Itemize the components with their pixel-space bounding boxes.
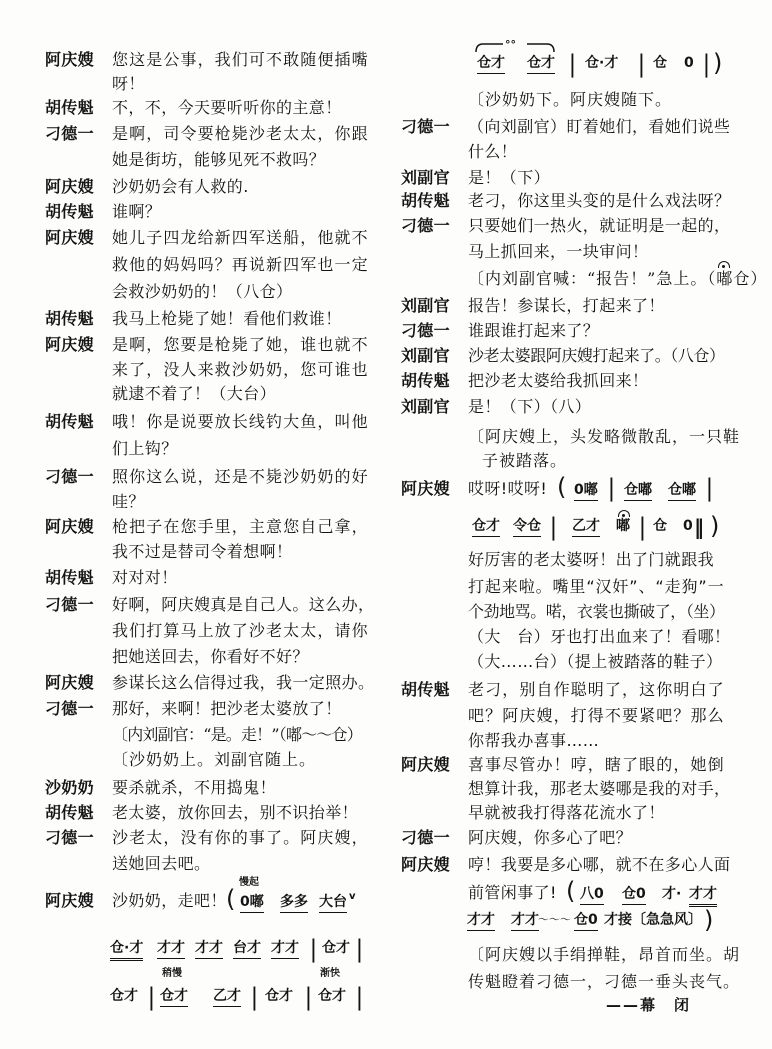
percussion-dot: · [676,886,682,902]
stage-direction [0,425,772,449]
dialogue-text: 马上抓回来，一块审问！ [468,242,649,261]
dialogue-line [0,729,772,753]
stage-direction [0,88,772,112]
speaker-name: 阿庆嫂 [401,855,450,874]
dialogue-text: 老太婆，放你回去，别不识抬举！ [112,803,359,822]
stage-direction-text: 传魁瞪着刁德一，刁德一垂头丧气。 [468,972,741,991]
speaker-name: 阿庆嫂 [45,517,94,536]
dialogue-line [0,853,772,877]
dot-mark: °° [505,38,516,51]
speaker-name: 胡传魁 [45,568,94,587]
speaker-name: 刘副官 [401,296,450,315]
dialogue-line [0,319,772,343]
speaker-name: 刁德一 [45,699,94,718]
bar-line: | [356,983,363,1011]
dialogue-text: 阿庆嫂，你多心了吧？ [468,828,633,847]
dialogue-line [0,678,772,702]
speaker-name: 阿庆嫂 [45,673,94,692]
dialogue-line [0,369,772,393]
double-bar-line: ‖ [694,515,704,539]
percussion-beat: 八0 [580,884,604,905]
dialogue-text: 对对对！ [112,568,178,587]
dialogue-text: 呀！ [112,74,145,93]
dialogue-line [0,575,772,599]
dialogue-text: 们上钩？ [112,439,178,458]
percussion-beat: 才才 [467,910,495,931]
bar-line: | [251,983,258,1011]
bar-line: | [569,50,576,78]
percussion-beat: 仓嘟 [624,480,652,501]
speaker-name: 胡传魁 [401,191,450,210]
stage-direction [0,449,772,473]
percussion-beat: 才才 [157,938,185,959]
dialogue-text: 把沙老太婆给我抓回来！ [468,371,649,390]
percussion-beat: 仓才 [318,988,346,1004]
fermata-beat: 嘟 [716,267,733,291]
percussion-row [0,512,772,541]
speaker-name: 胡传魁 [45,412,94,431]
dialogue-line [0,704,772,728]
speaker-name: 阿庆嫂 [45,50,94,69]
percussion-close-paren: ) [710,512,720,540]
dialogue-text: 老刁，别自作聪明了，这你明白了 [468,680,724,699]
dialogue-line [0,826,772,850]
bar-line: | [608,474,615,502]
dialogue-text: 沙奶奶，走吧！ [112,891,227,910]
speaker-name: 刁德一 [45,595,94,614]
stage-direction [0,970,772,994]
dialogue-text: 来了，没人来救沙奶奶，您可谁也 [112,360,368,379]
speaker-name: 刘副官 [401,346,450,365]
tempo-mark: 稍慢 [162,968,182,979]
speaker-name: 胡传魁 [45,803,94,822]
tempo-mark: 渐快 [320,968,340,979]
speaker-name: 刁德一 [45,467,94,486]
dialogue-text: 救他的妈妈吗？再说新四军也一定 [112,255,368,274]
dialogue-text: 谁跟谁打起来了？ [468,321,600,340]
dialogue-line [0,115,772,139]
stage-direction-text: 〔沙奶奶下。阿庆嫂随下。 [468,90,673,109]
percussion-beat: 仓才 [477,53,505,74]
dialogue-text: 那好，来啊！把沙老太婆放了！ [112,699,342,718]
dialogue-line [0,600,772,624]
dialogue-text: 哎呀!哎呀! [468,479,548,498]
dialogue-text: 沙奶奶会有人救的. [112,177,249,196]
dialogue-text: 是！（下）（八） [468,397,592,416]
percussion-beat: 乙才 [213,986,241,1007]
stage-direction [0,267,772,291]
stage-direction-part: 〔内刘副官喊：“报告！”急上。（ [468,269,717,288]
dialogue-text: 把她送回去，你看好不好？ [112,647,309,666]
dialogue-line [0,650,772,674]
dialogue-line [0,240,772,264]
dialogue-line [0,753,772,777]
dialogue-text: 报告！参谋长，打起来了！ [468,296,665,315]
bar-line: | [638,50,645,78]
speaker-name: 沙奶奶 [45,778,94,797]
tempo-mark: 慢起 [239,877,259,888]
dialogue-text: （向刘副官）盯着她们，看她们说些 [468,117,731,136]
percussion-beat: 0 [684,55,694,71]
dialogue-text: 沙老太，没有你的事了。阿庆嫂， [112,828,368,847]
bar-line: | [706,474,713,502]
dialogue-text: 我们打算马上放了沙老太太，请你 [112,621,368,640]
percussion-open-paren: ( [557,473,567,501]
bar-line: | [148,983,155,1011]
percussion-beat: 才 [662,886,676,902]
percussion-beat: 仓嘟 [668,480,696,501]
dialogue-text: （大 台）牙也打出血来了！看哪！ [468,627,731,646]
stage-direction-text: 〔阿庆嫂上，头发略微散乱，一只鞋 [468,427,741,446]
percussion-beat: 多多 [280,892,308,913]
percussion-beat: 乙才 [572,516,600,537]
dialogue-text: 我马上枪毙了她！看他们救谁！ [112,309,342,328]
dialogue-text: 照你这么说，还是不毙沙奶奶的好 [112,467,368,486]
percussion-beat: 仓才 [160,986,188,1007]
bar-line: | [639,513,646,541]
percussion-row [0,906,772,934]
bar-line: | [550,513,557,541]
percussion-beat: 仓·才 [585,55,619,71]
dialogue-text: （大……台）（提上被踏落的鞋子） [468,652,723,671]
stage-direction-text: 〔内刘副官：“是。走！”（嘟～～仓） [112,725,362,744]
tremolo-mark: ～～～ [538,913,571,926]
dialogue-line [0,294,772,318]
percussion-beat: 仓才 [110,988,138,1004]
percussion-beat: 0嘟 [240,892,264,913]
dialogue-line [0,189,772,213]
speaker-name: 刁德一 [401,216,450,235]
dialogue-line [0,548,772,572]
dialogue-text: 好啊，阿庆嫂真是自己人。这么办， [112,595,375,614]
bar-line: | [305,983,312,1011]
dialogue-text: 哼！我要是多心哪，就不在多心人面 [468,855,731,874]
dialogue-text: 喜事尽管办！哼，瞎了眼的，她倒 [468,755,724,774]
stage-direction-text [468,267,768,291]
dialogue-line [0,395,772,419]
dialogue-text: 参谋长这么信得过我，我一定照办。 [112,673,375,692]
dialogue-text: 就逮不着了！（大台） [112,384,277,403]
dialogue-text: 哦！你是说要放长线钓大鱼，叫他 [112,412,368,431]
dialogue-text: 她儿子四龙给新四军送船，他就不 [112,228,368,247]
stage-direction-text: 〔阿庆嫂以手绢掸鞋，昂首而坐。胡 [468,945,741,964]
speaker-name: 刘副官 [401,168,450,187]
dialogue-line [0,801,772,825]
dialogue-text: 早就被我打得落花流水了！ [468,803,665,822]
fermata-beat: 嘟 [616,518,630,534]
speaker-name: 阿庆嫂 [45,177,94,196]
speaker-name: 阿庆嫂 [401,755,450,774]
dialogue-line [0,777,772,801]
dialogue-text: 哇？ [112,492,145,511]
dialogue-text: 个劲地骂。喏，衣裳也撕破了，（坐） [468,602,724,621]
curtain-line [0,993,772,1017]
speaker-name: 胡传魁 [45,202,94,221]
percussion-beat: 大台 [319,892,347,913]
bar-line: | [310,935,317,963]
stage-direction-part: 仓） [733,269,768,288]
percussion-open-paren: ( [226,885,236,913]
percussion-beat: 仓才 [527,53,555,74]
percussion-beat: 才才 [689,884,717,907]
speaker-name: 刁德一 [401,321,450,340]
speaker-name: 胡传魁 [401,371,450,390]
speaker-name: 阿庆嫂 [45,891,94,910]
percussion-beat: 0 [683,518,693,534]
percussion-beat: 仓·才 [110,938,143,961]
percussion-beat: 才才 [195,938,223,959]
speaker-name: 阿庆嫂 [401,479,450,498]
dialogue-text: 会救沙奶奶的！（八仓） [112,282,293,301]
percussion-beat: 才才 [511,910,539,931]
percussion-open-paren: ( [566,877,576,905]
dialogue-text: 谁啊？ [112,202,162,221]
dialogue-text: 枪把子在您手里，主意您自己拿， [112,517,368,536]
dialogue-text: 打起来啦。嘴里“汉奸”、“走狗”一 [468,577,724,596]
stage-direction-text: 子被踏落。 [482,451,568,470]
speaker-name: 刁德一 [401,117,450,136]
dialogue-text: 是！（下） [468,168,551,187]
dialogue-text: 我不过是替司令着想啊！ [112,542,293,561]
percussion-row [0,38,772,78]
percussion-beat: 仓0 [622,884,646,905]
dialogue-text: 她是街坊，能够见死不救吗？ [112,150,326,169]
curtain-close-text: ——幕 闭 [606,996,692,1014]
dialogue-text: 你帮我办喜事…… [468,731,600,750]
speaker-name: 胡传魁 [401,680,450,699]
dialogue-line [0,625,772,649]
bar-line: | [356,935,363,963]
speaker-name: 刘副官 [401,397,450,416]
percussion-beat: 仓才 [265,988,293,1004]
dialogue-line [0,344,772,368]
dialogue-text: 前管闲事了! [468,883,557,902]
percussion-beat: 仓0 [574,910,598,931]
percussion-beat: 0嘟 [574,480,598,501]
dialogue-text: 沙老太婆跟阿庆嫂打起来了。（八仓） [468,346,724,365]
dialogue-text: 什么！ [468,142,518,161]
dialogue-text: 不，不，今天要听听你的主意！ [112,98,342,117]
percussion-cue: 接〔急急风〕 [618,912,702,928]
speaker-name: 胡传魁 [45,98,94,117]
dialogue-text: 只要她们一热火，就证明是一起的， [468,216,731,235]
speaker-name: 刁德一 [45,124,94,143]
bar-line: | [703,50,710,78]
percussion-close-paren: ) [713,49,723,77]
dialogue-line [0,166,772,190]
dialogue-line [0,877,772,905]
speaker-name: 阿庆嫂 [45,228,94,247]
dialogue-text: 要杀就杀，不用捣鬼！ [112,778,277,797]
dialogue-text: 老刁，你这里头变的是什么戏法呀？ [468,191,731,210]
percussion-beat: 仓才 [472,516,500,537]
percussion-beat: 令仓 [513,516,541,537]
percussion-close-paren: ) [704,906,714,934]
dialogue-text: 是啊，您要是枪毙了她，谁也就不 [112,335,368,354]
percussion-beat: 仓才 [322,940,350,956]
percussion-beat: 才 [604,912,618,928]
dialogue-line [0,214,772,238]
dialogue-line [0,140,772,164]
dialogue-text: 想算计我，那老太婆哪是我的对手， [468,779,731,798]
dialogue-text: 您这是公事，我们可不敢随便插嘴 [112,50,368,69]
speaker-name: 刁德一 [45,828,94,847]
dialogue-text: 是啊，司令要枪毙沙老太太，你跟 [112,124,368,143]
percussion-beat: 台才 [233,938,261,959]
speaker-name: 胡传魁 [45,309,94,328]
stage-direction [0,943,772,967]
dialogue-text: 送她回去吧。 [112,854,211,873]
percussion-beat: 才才 [271,938,299,959]
speaker-name: 刁德一 [401,828,450,847]
percussion-beat: 仓 [653,55,667,71]
dialogue-text: 吧？阿庆嫂，打得不要紧吧？那么 [468,706,724,725]
dialogue-text: 好厉害的老太婆呀！出了门就跟我 [468,550,715,569]
speaker-name: 阿庆嫂 [45,335,94,354]
breath-mark: v [349,891,356,902]
stage-direction-text: 〔沙奶奶上。刘副官随上。 [112,750,317,769]
percussion-beat: 仓 [653,518,667,534]
